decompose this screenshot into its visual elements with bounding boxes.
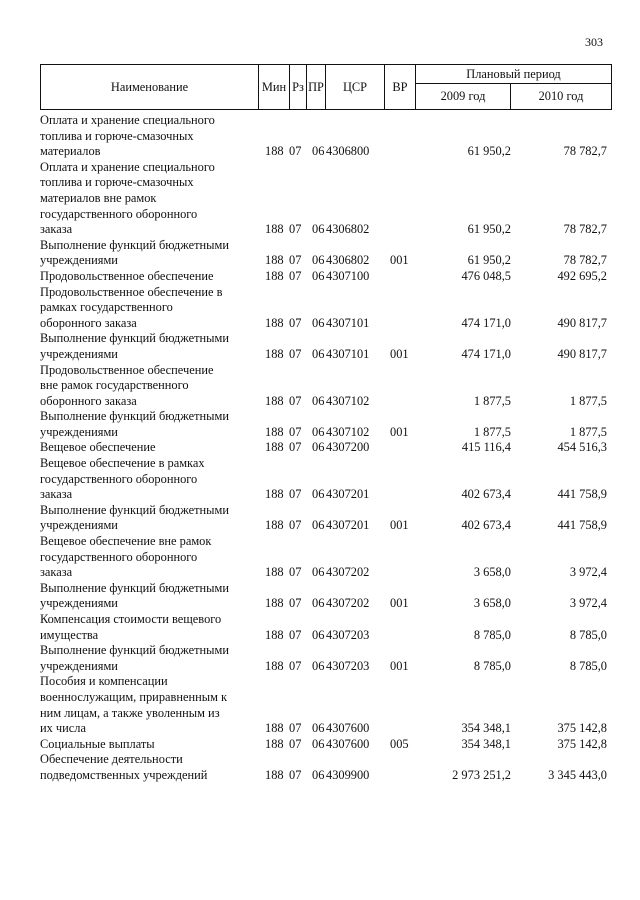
row-name: Оплата и хранение специального топлива и горюче-смазочных материалов [40, 113, 215, 159]
table-row [40, 643, 615, 674]
code-rz: 07 [289, 253, 302, 268]
code-pr: 06 [312, 736, 325, 751]
code-pr: 06 [312, 346, 325, 361]
code-rz: 07 [289, 424, 302, 439]
code-vr: 001 [390, 253, 409, 268]
table-row [40, 503, 615, 534]
value-2009: 354 348,1 [461, 721, 511, 736]
code-min: 188 [265, 144, 284, 159]
code-pr: 06 [312, 565, 325, 580]
value-2009: 1 877,5 [473, 393, 511, 408]
value-2009: 354 348,1 [461, 736, 511, 751]
table-row [40, 674, 615, 736]
code-csr: 4307600 [326, 721, 370, 736]
row-name: Социальные выплаты [40, 736, 155, 751]
code-vr: 005 [390, 736, 409, 751]
value-2009: 474 171,0 [461, 315, 511, 330]
code-rz: 07 [289, 767, 302, 782]
value-2009: 415 116,4 [461, 440, 511, 455]
code-csr: 4306802 [326, 222, 370, 237]
header-vr: ВР [384, 64, 416, 110]
code-min: 188 [265, 565, 284, 580]
value-2010: 490 817,7 [557, 346, 607, 361]
code-csr: 4307102 [326, 424, 370, 439]
value-2009: 402 673,4 [461, 518, 511, 533]
code-min: 188 [265, 253, 284, 268]
value-2009: 61 950,2 [467, 222, 511, 237]
code-csr: 4307201 [326, 487, 370, 502]
code-csr: 4307101 [326, 315, 370, 330]
value-2009: 476 048,5 [461, 268, 511, 283]
row-name: Выполнение функций бюджетными учреждениями [40, 580, 229, 611]
value-2009: 3 658,0 [473, 565, 511, 580]
code-rz: 07 [289, 268, 302, 283]
code-csr: 4307600 [326, 736, 370, 751]
code-rz: 07 [289, 315, 302, 330]
table-row [40, 363, 615, 410]
value-2010: 375 142,8 [557, 736, 607, 751]
header-planned-period: Плановый период [415, 64, 612, 84]
value-2010: 78 782,7 [563, 144, 607, 159]
code-pr: 06 [312, 222, 325, 237]
value-2010: 1 877,5 [569, 393, 607, 408]
code-csr: 4307202 [326, 565, 370, 580]
table-row [40, 581, 615, 612]
value-2009: 474 171,0 [461, 346, 511, 361]
value-2010: 375 142,8 [557, 721, 607, 736]
code-min: 188 [265, 346, 284, 361]
code-rz: 07 [289, 487, 302, 502]
code-rz: 07 [289, 346, 302, 361]
value-2009: 8 785,0 [473, 627, 511, 642]
code-pr: 06 [312, 253, 325, 268]
row-name: Вещевое обеспечение [40, 440, 156, 455]
code-vr: 001 [390, 518, 409, 533]
value-2009: 8 785,0 [473, 658, 511, 673]
code-rz: 07 [289, 627, 302, 642]
row-name: Продовольственное обеспечение в рамках государственного оборонного заказа [40, 284, 223, 330]
code-csr: 4307102 [326, 393, 370, 408]
code-vr: 001 [390, 346, 409, 361]
table-row [40, 456, 615, 503]
code-csr: 4307202 [326, 596, 370, 611]
value-2010: 3 345 443,0 [548, 767, 607, 782]
row-name: Выполнение функций бюджетными учреждениями [40, 643, 229, 673]
value-2010: 1 877,5 [569, 424, 607, 439]
code-min: 188 [265, 440, 284, 455]
value-2010: 441 758,9 [557, 487, 607, 502]
table-row [40, 331, 615, 362]
code-min: 188 [265, 736, 284, 751]
code-rz: 07 [289, 596, 302, 611]
code-csr: 4306802 [326, 253, 370, 268]
code-vr: 001 [390, 596, 409, 611]
code-pr: 06 [312, 627, 325, 642]
row-name: Продовольственное обеспечение [40, 268, 214, 283]
code-vr: 001 [390, 658, 409, 673]
value-2010: 78 782,7 [563, 222, 607, 237]
code-csr: 4307203 [326, 627, 370, 642]
code-min: 188 [265, 518, 284, 533]
value-2010: 3 972,4 [569, 565, 607, 580]
table-row [40, 160, 615, 238]
table-body [40, 113, 615, 784]
code-min: 188 [265, 268, 284, 283]
table-row [40, 534, 615, 581]
code-min: 188 [265, 596, 284, 611]
row-name: Выполнение функций бюджетными учреждениями [40, 502, 229, 533]
code-pr: 06 [312, 767, 325, 782]
code-pr: 06 [312, 424, 325, 439]
code-min: 188 [265, 393, 284, 408]
code-rz: 07 [289, 565, 302, 580]
code-csr: 4309900 [326, 767, 370, 782]
table-row [40, 440, 615, 456]
table-row [40, 285, 615, 332]
code-min: 188 [265, 424, 284, 439]
code-rz: 07 [289, 658, 302, 673]
code-rz: 07 [289, 736, 302, 751]
header-rz: Рз [289, 64, 307, 110]
page-number: 303 [585, 35, 603, 49]
row-name: Компенсация стоимости вещевого имущества [40, 612, 222, 642]
row-name: Вещевое обеспечение в рамках государственного оборонного заказа [40, 456, 205, 502]
code-min: 188 [265, 315, 284, 330]
table-row [40, 409, 615, 440]
code-min: 188 [265, 627, 284, 642]
header-csr: ЦСР [325, 64, 385, 110]
value-2010: 3 972,4 [569, 596, 607, 611]
code-min: 188 [265, 487, 284, 502]
table-row [40, 752, 615, 783]
code-rz: 07 [289, 440, 302, 455]
code-csr: 4307203 [326, 658, 370, 673]
table-row [40, 113, 615, 160]
table-row [40, 269, 615, 285]
code-pr: 06 [312, 487, 325, 502]
value-2010: 78 782,7 [563, 253, 607, 268]
code-csr: 4307101 [326, 346, 370, 361]
code-min: 188 [265, 721, 284, 736]
code-rz: 07 [289, 144, 302, 159]
header-min: Мин [258, 64, 290, 110]
code-vr: 001 [390, 424, 409, 439]
header-year-2010: 2010 год [510, 83, 612, 110]
value-2009: 2 973 251,2 [452, 767, 511, 782]
header-pr: ПР [306, 64, 326, 110]
row-name: Продовольственное обеспечение вне рамок государственного оборонного заказа [40, 362, 214, 408]
header-name: Наименование [40, 64, 259, 110]
value-2009: 1 877,5 [473, 424, 511, 439]
row-name: Выполнение функций бюджетными учреждениями [40, 331, 229, 361]
code-csr: 4307100 [326, 268, 370, 283]
value-2010: 8 785,0 [569, 627, 607, 642]
code-pr: 06 [312, 440, 325, 455]
value-2010: 454 516,3 [557, 440, 607, 455]
value-2009: 61 950,2 [467, 144, 511, 159]
value-2010: 492 695,2 [557, 268, 607, 283]
code-pr: 06 [312, 393, 325, 408]
code-pr: 06 [312, 658, 325, 673]
code-min: 188 [265, 222, 284, 237]
row-name: Выполнение функций бюджетными учреждениями [40, 409, 229, 439]
value-2009: 61 950,2 [467, 253, 511, 268]
value-2009: 3 658,0 [473, 596, 511, 611]
code-csr: 4307201 [326, 518, 370, 533]
code-pr: 06 [312, 721, 325, 736]
code-min: 188 [265, 767, 284, 782]
code-csr: 4306800 [326, 144, 370, 159]
code-pr: 06 [312, 144, 325, 159]
row-name: Обеспечение деятельности подведомственных учреждений [40, 752, 208, 782]
code-pr: 06 [312, 596, 325, 611]
code-rz: 07 [289, 721, 302, 736]
table-row [40, 238, 615, 269]
code-rz: 07 [289, 222, 302, 237]
table-header [40, 64, 611, 110]
value-2009: 402 673,4 [461, 487, 511, 502]
row-name: Оплата и хранение специального топлива и горюче-смазочных материалов вне рамок государственного оборонного заказа [40, 159, 215, 237]
table-row [40, 737, 615, 753]
table-row [40, 612, 615, 643]
code-pr: 06 [312, 518, 325, 533]
code-rz: 07 [289, 518, 302, 533]
value-2010: 490 817,7 [557, 315, 607, 330]
code-pr: 06 [312, 268, 325, 283]
code-rz: 07 [289, 393, 302, 408]
code-pr: 06 [312, 315, 325, 330]
row-name: Выполнение функций бюджетными учреждениями [40, 237, 229, 268]
row-name: Пособия и компенсации военнослужащим, приравненным к ним лицам, а также уволенным из их числа [40, 674, 228, 736]
code-csr: 4307200 [326, 440, 370, 455]
row-name: Вещевое обеспечение вне рамок государственного оборонного заказа [40, 534, 212, 580]
value-2010: 441 758,9 [557, 518, 607, 533]
code-min: 188 [265, 658, 284, 673]
header-year-2009: 2009 год [415, 83, 511, 110]
value-2010: 8 785,0 [569, 658, 607, 673]
